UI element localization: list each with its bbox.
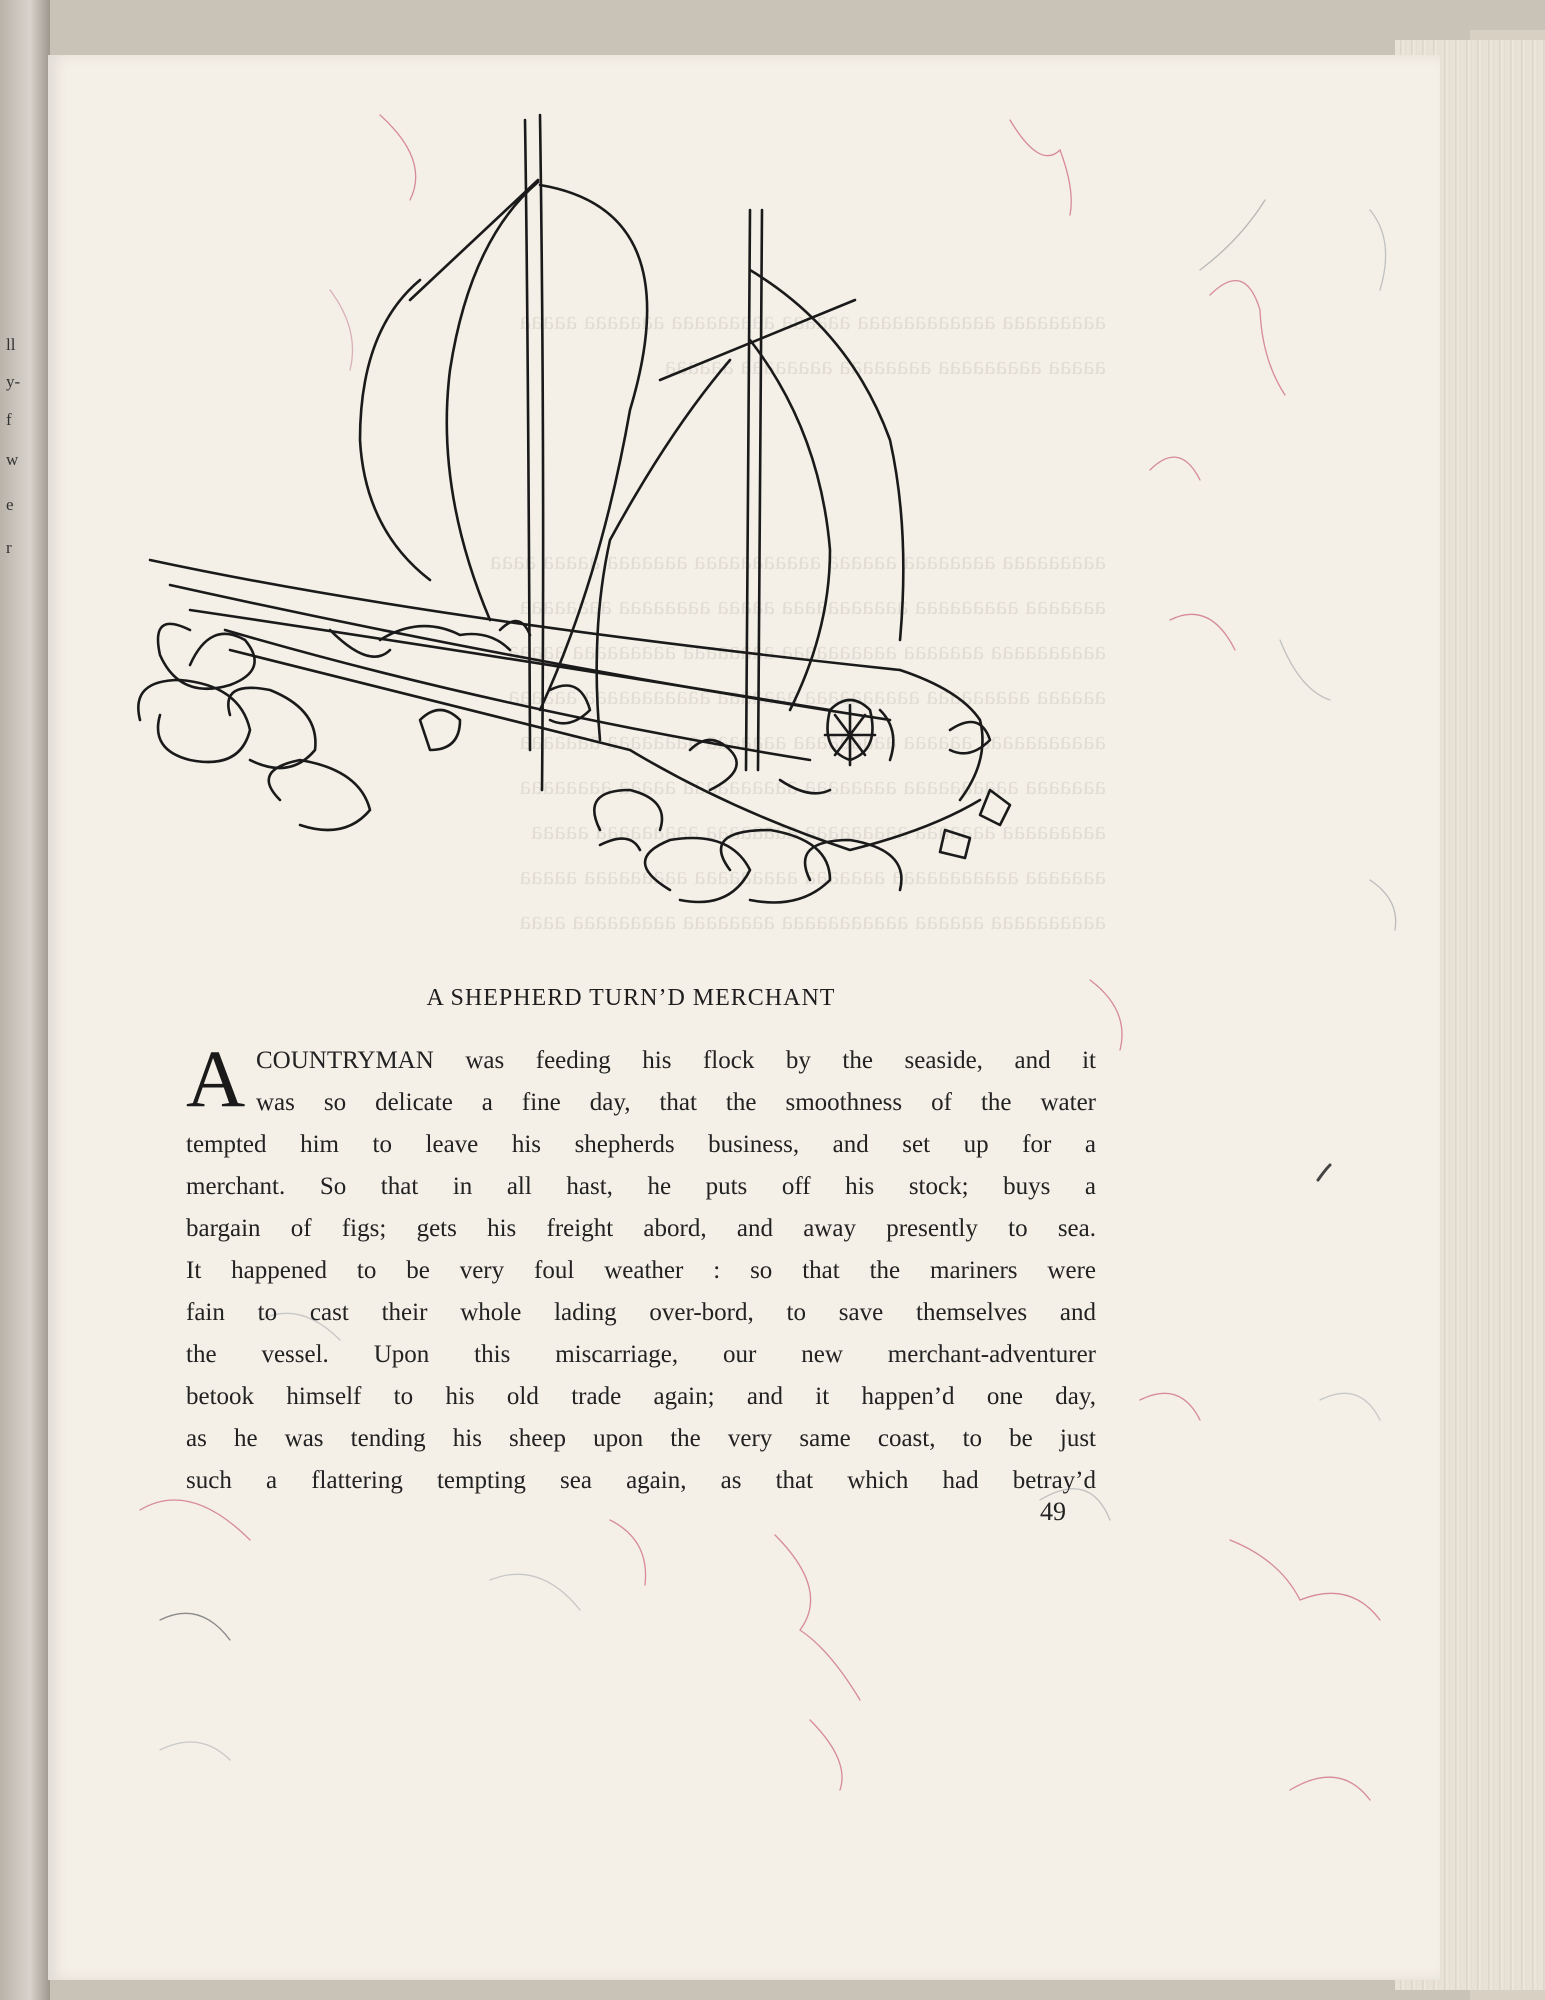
- show-through-text: aaaaaaa aaaaaaaaaa aaaaaaaa aaaaaaaaaa aaaaa aaaaaaaa: [519, 771, 1106, 800]
- text-line: was so delicate a fine day, that the smoothness of the water: [256, 1089, 1096, 1116]
- show-through-text: aaaaaaaaa aaaaaaaa aaaaaa aaaaaaaaaaa aaaaaaa aaaaa aaaa: [489, 546, 1106, 575]
- show-through-text: aaaaa aaaaaaaaa aaaaaaaa aaaaaaaa aaaaaa: [664, 351, 1106, 380]
- text-line: such a flattering tempting sea again, as that which had betray’d: [186, 1467, 1096, 1494]
- facing-page-edge: [0, 0, 50, 2000]
- show-through-text: aaaaaaaaa aaaaaaaaaaaa aaaaaa aaaaaaaaa aaaaaaa aaaaa: [519, 306, 1106, 335]
- show-through-text: aaaaaaaaaa aaaaaaa aaaaaaaaaa aaaaaaaa aaaaaaaaa aaaaa: [508, 636, 1106, 665]
- show-through-text: aaaaaaaaa aaaaaaa aaaaaaaaa aaaaaaaa aaaaaaaaa aaaaa: [531, 816, 1106, 845]
- show-through-text: aaaaaa aaaaaaaaa aaaaaaaaaa aaaaaaa aaaaaaaaaaa aaaaaa: [508, 681, 1106, 710]
- show-through-text: aaaaaaaaaa aaaaaa aaaaaaaaaaa aaaaaaaa aaaaaaaaa aaaa: [519, 906, 1106, 935]
- text-line: betook himself to his old trade again; and it happen’d one day,: [186, 1383, 1096, 1410]
- show-through-text: aaaaaaa aaaaaaaaaaa aaaaaaa aaaaaaaaa aaaaaaaaa aaaaa: [519, 861, 1106, 890]
- text-line: as he was tending his sheep upon the very same coast, to be just: [186, 1425, 1096, 1452]
- facing-page-fragment: e: [6, 495, 14, 514]
- body-paragraph: [186, 1033, 1096, 1502]
- text-line: COUNTRYMAN was feeding his flock by the seaside, and it: [256, 1047, 1096, 1074]
- text-line: It happened to be very foul weather : so that the mariners were: [186, 1257, 1096, 1284]
- facing-page-fragment: f: [6, 410, 12, 429]
- text-line: the vessel. Upon this miscarriage, our new merchant-adventurer: [186, 1341, 1096, 1368]
- text-line: fain to cast their whole lading over-bord, to save themselves and: [186, 1299, 1096, 1326]
- show-through-text: aaaaaaa aaaaaaaaa aaaaaaaaaaa aaaaa aaaaaaaa aaaaaaaa: [519, 591, 1106, 620]
- sailboat-sketch-icon: [130, 110, 1130, 950]
- page-number: 49: [1040, 1497, 1066, 1526]
- text-line: bargain of figs; gets his freight abord, and away presently to sea.: [186, 1215, 1096, 1242]
- facing-page-fragment: r: [6, 538, 12, 557]
- drop-cap: A: [186, 1033, 246, 1124]
- facing-page-fragment: y-: [6, 372, 21, 391]
- text-line: tempted him to leave his shepherds business, and set up for a: [186, 1131, 1096, 1158]
- show-through-text: aaaaaaaaaaa aaaaaa aaaaaaaaa aaaaaaa aaaaaaaa aaaaaaa: [519, 726, 1106, 755]
- chapter-title: A SHEPHERD TURN’D MERCHANT: [426, 985, 836, 1011]
- text-line: merchant. So that in all hast, he puts off his stock; buys a: [186, 1173, 1096, 1200]
- facing-page-fragment: w: [6, 450, 19, 469]
- facing-page-fragment: ll: [6, 335, 16, 354]
